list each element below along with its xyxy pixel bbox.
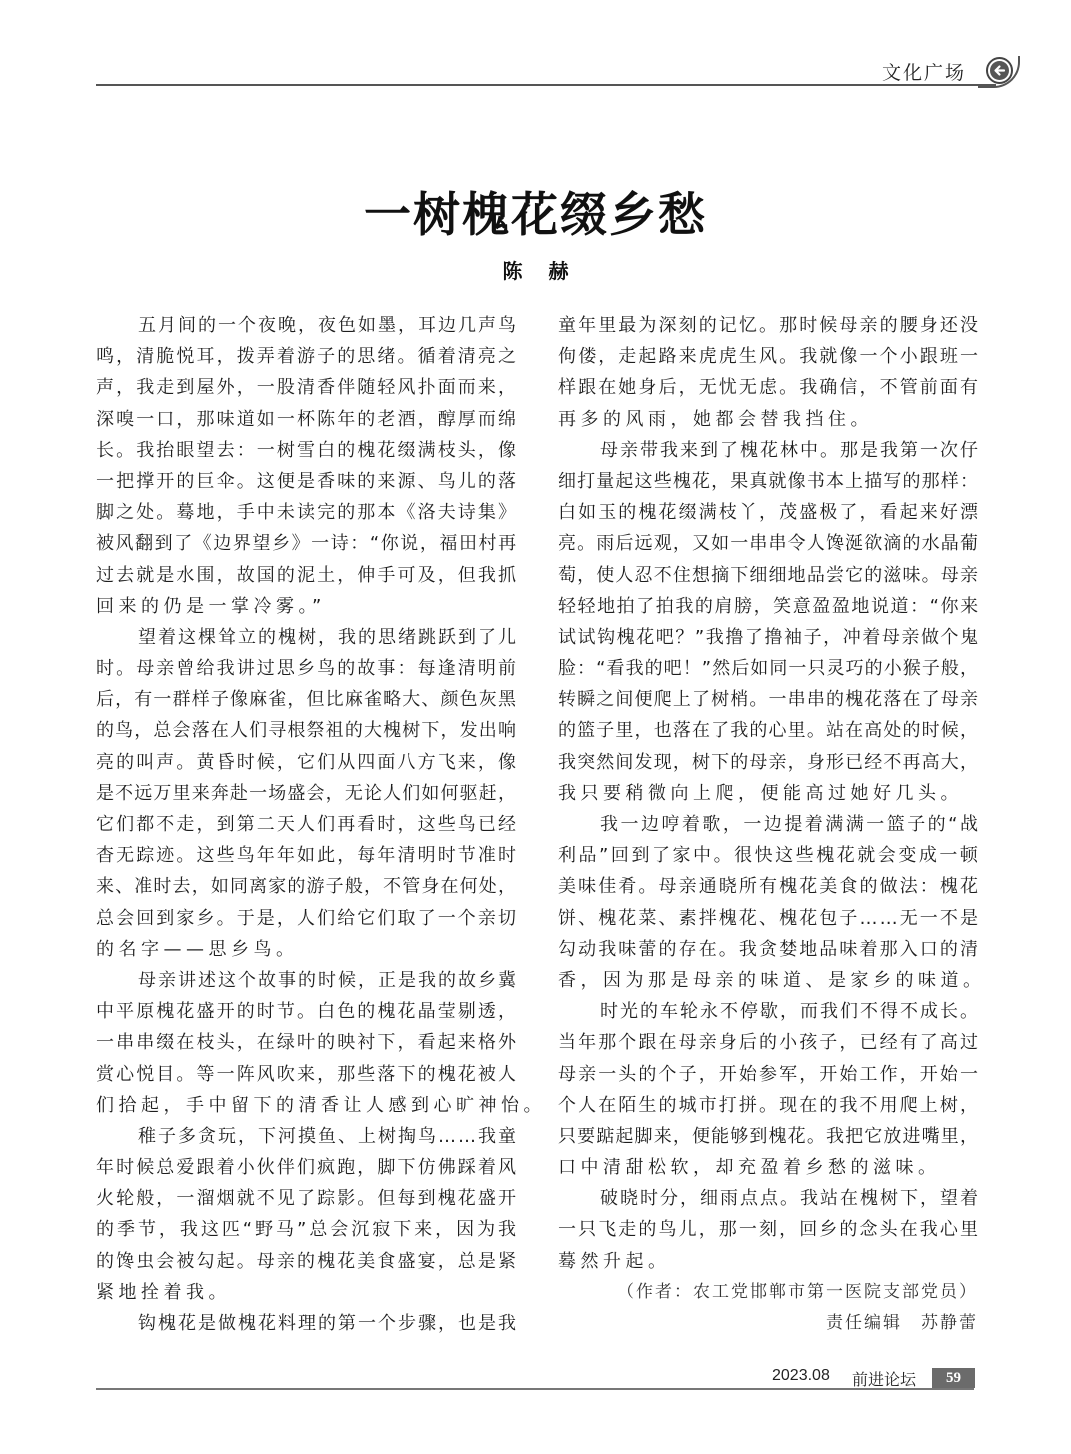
text-line: 我突然间发现，树下的母亲，身形已经不再高大，: [558, 751, 980, 773]
text-line: 白如玉的槐花缀满枝丫，茂盛极了，看起来好漂: [558, 502, 981, 524]
footer-rule: [96, 1388, 974, 1390]
issue-date: 2023.08: [772, 1367, 830, 1384]
text-line: 紧地拴着我。: [96, 1281, 231, 1303]
text-line: 杳无踪迹。这些鸟年年如此，每年清明时节准时: [96, 845, 519, 867]
text-line: 望着这棵耸立的槐树，我的思绪跳跃到了儿: [138, 626, 518, 648]
author-note: （作者：农工党邯郸市第一医院支部党员）: [617, 1281, 978, 1302]
text-line: 香，因为那是母亲的味道、是家乡的味道。: [558, 969, 986, 991]
text-line: 童年里最为深刻的记忆。那时候母亲的腰身还没: [558, 315, 981, 336]
text-line: 母亲带我来到了槐花林中。那是我第一次仔: [600, 439, 980, 461]
text-line: 再多的风雨，她都会替我挡住。: [558, 408, 873, 430]
text-line: 年时候总爱跟着小伙伴们疯跑，脚下仿佛踩着风: [96, 1157, 519, 1179]
text-line: 声，我走到屋外，一股清香伴随轻风扑面而来，: [96, 377, 519, 399]
text-line: 的篮子里，也落在了我的心里。站在高处的时候，: [558, 720, 980, 742]
text-line: 的鸟，总会落在人们寻根祭祖的大槐树下，发出响: [96, 720, 518, 742]
text-line: 五月间的一个夜晚，夜色如墨，耳边几声鸟: [138, 315, 518, 336]
author-family: 赫: [548, 259, 569, 283]
right-column: [558, 310, 986, 1339]
text-line: 来、准时去，如同离家的游子般，不管身在何处，: [96, 876, 518, 898]
left-column: [96, 310, 546, 1339]
text-line: 转瞬之间便爬上了树梢。一串串的槐花落在了母亲: [558, 689, 980, 711]
text-line: 勾动我味蕾的存在。我贪婪地品味着那入口的清: [558, 938, 981, 960]
text-line: 过去就是水围，故国的泥土，伸手可及，但我抓: [96, 564, 519, 586]
text-line: 长。我抬眼望去：一树雪白的槐花缀满枝头，像: [96, 439, 519, 461]
text-line: 利品”回到了家中。很快这些槐花就会变成一顿: [558, 845, 981, 867]
text-line: 佝偻，走起路来虎虎生风。我就像一个小跟班一: [558, 346, 981, 368]
author-given: 陈: [502, 259, 523, 283]
text-line: 我一边哼着歌，一边提着满满一篮子的“战: [600, 814, 981, 835]
text-line: 是不远万里来奔赴一场盛会，无论人们如何驱赶，: [96, 782, 518, 804]
text-line: 萄，使人忍不住想摘下细细地品尝它的滋味。母亲: [558, 564, 980, 586]
page-number: 59: [932, 1368, 975, 1388]
header-rule: [96, 84, 996, 86]
text-line: 亮。雨后远观，又如一串串令人馋涎欲滴的水晶葡: [558, 533, 980, 555]
author-byline: [0, 255, 1071, 284]
text-line: 一串串缀在枝头，在绿叶的映衬下，看起来格外: [96, 1032, 519, 1054]
text-line: 试试钩槐花吧？”我撸了撸袖子，冲着母亲做个鬼: [558, 626, 980, 648]
text-line: 后，有一群样子像麻雀，但比麻雀略大、颜色灰黑: [96, 689, 518, 711]
text-line: 亮的叫声。黄昏时候，它们从四面八方飞来，像: [96, 751, 519, 773]
section-label: 文化广场: [882, 62, 967, 84]
article-title: 一树槐花缀乡愁: [364, 188, 707, 243]
text-line: 美味佳肴。母亲通晓所有槐花美食的做法：槐花: [558, 876, 981, 898]
text-line: 被风翻到了《边界望乡》一诗：“你说，福田村再: [96, 533, 518, 555]
text-line: 母亲一头的个子，开始参军，开始工作，开始一: [558, 1063, 981, 1085]
text-line: 轻轻地拍了拍我的肩膀，笑意盈盈地说道：“你来: [558, 595, 980, 617]
text-line: 它们都不走，到第二天人们再看时，这些鸟已经: [96, 814, 519, 835]
text-line: 火轮般，一溜烟就不见了踪影。但每到槐花盛开: [96, 1188, 519, 1210]
text-line: 赏心悦目。等一阵风吹来，那些落下的槐花被人: [96, 1063, 519, 1085]
text-line: 钩槐花是做槐花料理的第一个步骤，也是我: [138, 1313, 518, 1334]
text-line: 中平原槐花盛开的时节。白色的槐花晶莹剔透，: [96, 1001, 519, 1023]
text-line: 样跟在她身后，无忧无虑。我确信，不管前面有: [558, 377, 981, 399]
text-line: 时。母亲曾给我讲过思乡鸟的故事：每逢清明前: [96, 658, 519, 680]
text-line: 一只飞走的鸟儿，那一刻，回乡的念头在我心里: [558, 1219, 981, 1241]
text-line: 细打量起这些槐花，果真就像书本上描写的那样：: [558, 470, 980, 492]
text-line: 母亲讲述这个故事的时候，正是我的故乡冀: [138, 969, 518, 991]
right-column-lines: [558, 310, 986, 1277]
text-line: 只要踮起脚来，便能够到槐花。我把它放进嘴里，: [558, 1125, 980, 1147]
text-line: 脚之处。蓦地，手中未读完的那本《洛夫诗集》: [96, 502, 519, 524]
text-line: 深嗅一口，那味道如一杯陈年的老酒，醇厚而绵: [96, 408, 519, 430]
text-line: 总会回到家乡。于是，人们给它们取了一个亲切: [96, 907, 519, 929]
text-line: 鸣，清脆悦耳，拨弄着游子的思绪。循着清亮之: [96, 346, 519, 368]
text-line: 破晓时分，细雨点点。我站在槐树下，望着: [600, 1188, 980, 1210]
text-line: 的季节，我这匹“野马”总会沉寂下来，因为我: [96, 1219, 520, 1241]
text-line: 口中清甜松软，却充盈着乡愁的滋味。: [558, 1157, 941, 1179]
text-line: 个人在陌生的城市打拼。现在的我不用爬上树，: [558, 1094, 981, 1116]
responsible-editor: 责任编辑 苏静蕾: [826, 1313, 978, 1333]
text-line: 当年那个跟在母亲身后的小孩子，已经有了高过: [558, 1032, 981, 1054]
text-line: 一把撑开的巨伞。这便是香味的来源、鸟儿的落: [96, 470, 519, 492]
text-line: 的馋虫会被勾起。母亲的槐花美食盛宴，总是紧: [96, 1250, 519, 1272]
back-arrow-circle-icon: [986, 57, 1013, 84]
text-line: 饼、槐花菜、素拌槐花、槐花包子……无一不是: [558, 907, 981, 929]
text-line: 们拾起，手中留下的清香让人感到心旷神怡。: [96, 1094, 546, 1116]
text-line: 脸：“看我的吧！”然后如同一只灵巧的小猴子般，: [558, 658, 980, 680]
text-line: 蓦然升起。: [558, 1250, 671, 1272]
text-line: 时光的车轮永不停歇，而我们不得不成长。: [600, 1001, 980, 1023]
journal-name: 前进论坛: [852, 1370, 917, 1389]
text-line: 稚子多贪玩，下河摸鱼、上树掏鸟……我童: [138, 1125, 518, 1147]
text-line: 回来的仍是一掌冷雾。”: [96, 595, 326, 617]
text-line: 我只要稍微向上爬，便能高过她好几头。: [558, 782, 963, 804]
text-line: 的名字——思乡鸟。: [96, 938, 299, 960]
